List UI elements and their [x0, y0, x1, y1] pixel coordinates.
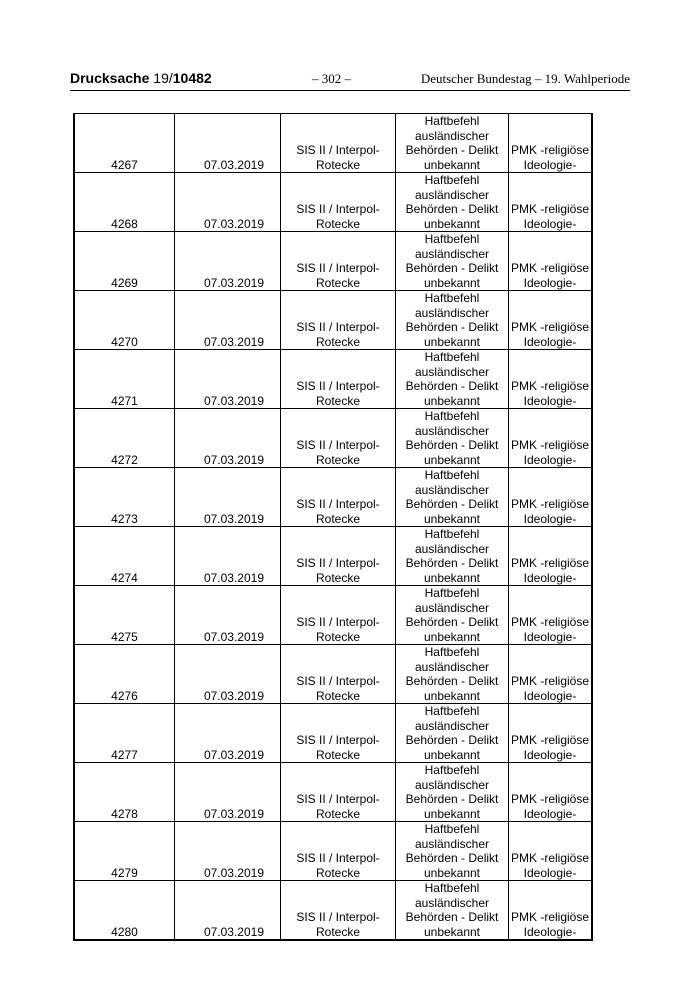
cell-category: [509, 881, 593, 941]
source-line: SIS II / Interpol-: [296, 910, 380, 924]
cell-description: [396, 409, 509, 468]
cell-source: [281, 468, 396, 527]
cell-source: [281, 350, 396, 409]
description-line: ausländischer: [414, 364, 490, 379]
description-line: Behörden - Delikt: [405, 497, 499, 511]
row-id: 4280: [111, 924, 138, 939]
description-line: Haftbefehl: [424, 468, 480, 482]
cell-date: [175, 586, 281, 645]
cell-date: [175, 232, 281, 291]
cell-category: [509, 527, 593, 586]
row-date: 07.03.2019: [203, 216, 264, 231]
source-line: Rotecke: [315, 334, 361, 349]
source-line: SIS II / Interpol-: [296, 497, 380, 511]
description-line: Haftbefehl: [424, 527, 480, 541]
cell-category: [509, 114, 593, 173]
description-line: Behörden - Delikt: [405, 792, 499, 806]
document-number-value: 10482: [172, 70, 212, 86]
table-row: [74, 586, 592, 645]
cell-date: [175, 173, 281, 232]
description-line: unbekannt: [423, 747, 481, 762]
table-row: [74, 763, 592, 822]
cell-description: [396, 704, 509, 763]
description-line: Behörden - Delikt: [405, 320, 499, 334]
row-id: 4268: [111, 216, 138, 231]
cell-source: [281, 822, 396, 881]
row-date: 07.03.2019: [203, 570, 264, 585]
table-row: [74, 468, 592, 527]
publisher: Deutscher Bundestag – 19. Wahlperiode: [420, 71, 630, 86]
cell-category: [509, 468, 593, 527]
row-date: 07.03.2019: [203, 393, 264, 408]
table-row: [74, 527, 592, 586]
description-line: ausländischer: [414, 187, 490, 202]
description-line: unbekannt: [423, 629, 481, 644]
table-row: [74, 173, 592, 232]
cell-source: [281, 527, 396, 586]
cell-date: [175, 468, 281, 527]
category-line: Ideologie-: [523, 806, 577, 821]
row-id: 4270: [111, 334, 138, 349]
row-date: 07.03.2019: [203, 865, 264, 880]
cell-id: [74, 114, 175, 173]
cell-source: [281, 763, 396, 822]
description-line: Haftbefehl: [424, 291, 480, 305]
cell-date: [175, 114, 281, 173]
category-line: PMK -religiöse: [510, 438, 590, 452]
category-line: PMK -religiöse: [510, 320, 590, 334]
row-id: 4279: [111, 865, 138, 880]
category-line: Ideologie-: [523, 629, 577, 644]
description-line: ausländischer: [414, 777, 490, 792]
data-table: [73, 113, 593, 941]
description-line: unbekannt: [423, 452, 481, 467]
category-line: Ideologie-: [523, 216, 577, 231]
source-line: Rotecke: [315, 216, 361, 231]
category-line: Ideologie-: [523, 570, 577, 585]
cell-source: [281, 173, 396, 232]
table-body: [74, 114, 592, 941]
row-id: 4273: [111, 511, 138, 526]
table-row: [74, 645, 592, 704]
cell-source: [281, 881, 396, 941]
cell-category: [509, 232, 593, 291]
row-id: 4269: [111, 275, 138, 290]
description-line: unbekannt: [423, 688, 481, 703]
category-line: Ideologie-: [523, 334, 577, 349]
category-line: PMK -religiöse: [510, 615, 590, 629]
cell-source: [281, 232, 396, 291]
description-line: Behörden - Delikt: [405, 261, 499, 275]
table-row: [74, 881, 592, 941]
cell-category: [509, 704, 593, 763]
page-header: [70, 68, 630, 91]
cell-description: [396, 645, 509, 704]
description-line: Haftbefehl: [424, 232, 480, 246]
row-date: 07.03.2019: [203, 747, 264, 762]
cell-category: [509, 291, 593, 350]
description-line: ausländischer: [414, 482, 490, 497]
source-line: Rotecke: [315, 629, 361, 644]
row-id: 4278: [111, 806, 138, 821]
cell-date: [175, 350, 281, 409]
description-line: unbekannt: [423, 511, 481, 526]
cell-id: [74, 704, 175, 763]
cell-date: [175, 527, 281, 586]
source-line: SIS II / Interpol-: [296, 792, 380, 806]
cell-id: [74, 645, 175, 704]
description-line: Haftbefehl: [424, 822, 480, 836]
category-line: Ideologie-: [523, 511, 577, 526]
description-line: unbekannt: [423, 334, 481, 349]
description-line: unbekannt: [423, 216, 481, 231]
row-id: 4274: [111, 570, 138, 585]
description-line: unbekannt: [423, 865, 481, 880]
category-line: Ideologie-: [523, 865, 577, 880]
row-date: 07.03.2019: [203, 275, 264, 290]
category-line: PMK -religiöse: [510, 556, 590, 570]
document-number: [70, 70, 212, 86]
cell-source: [281, 291, 396, 350]
row-date: 07.03.2019: [203, 511, 264, 526]
source-line: Rotecke: [315, 806, 361, 821]
category-line: PMK -religiöse: [510, 674, 590, 688]
source-line: SIS II / Interpol-: [296, 379, 380, 393]
category-line: PMK -religiöse: [510, 910, 590, 924]
category-line: Ideologie-: [523, 275, 577, 290]
description-line: unbekannt: [423, 275, 481, 290]
cell-source: [281, 409, 396, 468]
category-line: Ideologie-: [523, 157, 577, 172]
cell-description: [396, 822, 509, 881]
description-line: Haftbefehl: [424, 409, 480, 423]
category-line: PMK -religiöse: [510, 202, 590, 216]
description-line: Haftbefehl: [424, 173, 480, 187]
row-date: 07.03.2019: [203, 334, 264, 349]
table-row: [74, 114, 592, 173]
description-line: Behörden - Delikt: [405, 910, 499, 924]
row-id: 4275: [111, 629, 138, 644]
description-line: Behörden - Delikt: [405, 143, 499, 157]
row-date: 07.03.2019: [203, 688, 264, 703]
table-row: [74, 822, 592, 881]
source-line: SIS II / Interpol-: [296, 556, 380, 570]
description-line: Haftbefehl: [424, 586, 480, 600]
cell-description: [396, 291, 509, 350]
row-date: 07.03.2019: [203, 924, 264, 939]
table-row: [74, 232, 592, 291]
table-row: [74, 291, 592, 350]
category-line: PMK -religiöse: [510, 143, 590, 157]
source-line: SIS II / Interpol-: [296, 438, 380, 452]
cell-description: [396, 527, 509, 586]
cell-date: [175, 645, 281, 704]
cell-id: [74, 232, 175, 291]
description-line: Haftbefehl: [424, 704, 480, 718]
cell-date: [175, 704, 281, 763]
description-line: unbekannt: [423, 157, 481, 172]
cell-date: [175, 291, 281, 350]
category-line: Ideologie-: [523, 452, 577, 467]
category-line: Ideologie-: [523, 747, 577, 762]
row-date: 07.03.2019: [203, 629, 264, 644]
cell-date: [175, 822, 281, 881]
row-id: 4271: [111, 393, 138, 408]
description-line: unbekannt: [423, 924, 481, 939]
category-line: Ideologie-: [523, 688, 577, 703]
cell-description: [396, 173, 509, 232]
description-line: Behörden - Delikt: [405, 851, 499, 865]
cell-id: [74, 409, 175, 468]
cell-source: [281, 704, 396, 763]
cell-date: [175, 409, 281, 468]
table-row: [74, 704, 592, 763]
description-line: Behörden - Delikt: [405, 379, 499, 393]
description-line: ausländischer: [414, 895, 490, 910]
description-line: Haftbefehl: [424, 763, 480, 777]
description-line: Behörden - Delikt: [405, 674, 499, 688]
cell-id: [74, 586, 175, 645]
cell-description: [396, 586, 509, 645]
row-date: 07.03.2019: [203, 452, 264, 467]
cell-id: [74, 468, 175, 527]
category-line: PMK -religiöse: [510, 379, 590, 393]
cell-source: [281, 114, 396, 173]
cell-description: [396, 232, 509, 291]
cell-id: [74, 173, 175, 232]
cell-description: [396, 881, 509, 941]
source-line: Rotecke: [315, 511, 361, 526]
cell-id: [74, 291, 175, 350]
source-line: Rotecke: [315, 570, 361, 585]
category-line: PMK -religiöse: [510, 733, 590, 747]
description-line: Behörden - Delikt: [405, 202, 499, 216]
source-line: SIS II / Interpol-: [296, 261, 380, 275]
category-line: PMK -religiöse: [510, 851, 590, 865]
description-line: Behörden - Delikt: [405, 438, 499, 452]
category-line: PMK -religiöse: [510, 261, 590, 275]
source-line: Rotecke: [315, 275, 361, 290]
description-line: Haftbefehl: [424, 645, 480, 659]
description-line: ausländischer: [414, 246, 490, 261]
description-line: Haftbefehl: [424, 114, 480, 128]
category-line: PMK -religiöse: [510, 497, 590, 511]
source-line: Rotecke: [315, 865, 361, 880]
description-line: ausländischer: [414, 659, 490, 674]
description-line: ausländischer: [414, 600, 490, 615]
cell-id: [74, 763, 175, 822]
cell-id: [74, 527, 175, 586]
cell-id: [74, 881, 175, 941]
cell-id: [74, 350, 175, 409]
description-line: ausländischer: [414, 423, 490, 438]
source-line: Rotecke: [315, 157, 361, 172]
cell-category: [509, 763, 593, 822]
row-id: 4267: [111, 157, 138, 172]
source-line: SIS II / Interpol-: [296, 733, 380, 747]
cell-category: [509, 173, 593, 232]
cell-category: [509, 822, 593, 881]
cell-date: [175, 881, 281, 941]
table-row: [74, 409, 592, 468]
cell-description: [396, 350, 509, 409]
page-number: – 302 –: [312, 71, 351, 86]
cell-category: [509, 350, 593, 409]
source-line: Rotecke: [315, 747, 361, 762]
source-line: Rotecke: [315, 452, 361, 467]
cell-category: [509, 409, 593, 468]
source-line: Rotecke: [315, 393, 361, 408]
description-line: ausländischer: [414, 128, 490, 143]
description-line: Behörden - Delikt: [405, 733, 499, 747]
source-line: SIS II / Interpol-: [296, 615, 380, 629]
description-line: Behörden - Delikt: [405, 615, 499, 629]
source-line: Rotecke: [315, 688, 361, 703]
table-row: [74, 350, 592, 409]
description-line: unbekannt: [423, 806, 481, 821]
description-line: Behörden - Delikt: [405, 556, 499, 570]
source-line: SIS II / Interpol-: [296, 320, 380, 334]
cell-source: [281, 586, 396, 645]
category-line: Ideologie-: [523, 924, 577, 939]
cell-description: [396, 468, 509, 527]
row-id: 4272: [111, 452, 138, 467]
description-line: Haftbefehl: [424, 881, 480, 895]
cell-category: [509, 586, 593, 645]
document-label: Drucksache: [70, 70, 150, 86]
source-line: Rotecke: [315, 924, 361, 939]
description-line: ausländischer: [414, 305, 490, 320]
cell-description: [396, 763, 509, 822]
category-line: Ideologie-: [523, 393, 577, 408]
description-line: ausländischer: [414, 541, 490, 556]
description-line: unbekannt: [423, 570, 481, 585]
source-line: SIS II / Interpol-: [296, 202, 380, 216]
description-line: unbekannt: [423, 393, 481, 408]
row-id: 4276: [111, 688, 138, 703]
description-line: ausländischer: [414, 836, 490, 851]
cell-id: [74, 822, 175, 881]
row-date: 07.03.2019: [203, 157, 264, 172]
description-line: Haftbefehl: [424, 350, 480, 364]
cell-date: [175, 763, 281, 822]
category-line: PMK -religiöse: [510, 792, 590, 806]
source-line: SIS II / Interpol-: [296, 674, 380, 688]
source-line: SIS II / Interpol-: [296, 143, 380, 157]
row-id: 4277: [111, 747, 138, 762]
source-line: SIS II / Interpol-: [296, 851, 380, 865]
cell-description: [396, 114, 509, 173]
description-line: ausländischer: [414, 718, 490, 733]
cell-category: [509, 645, 593, 704]
cell-source: [281, 645, 396, 704]
document-number-prefix: 19/: [153, 70, 173, 86]
row-date: 07.03.2019: [203, 806, 264, 821]
